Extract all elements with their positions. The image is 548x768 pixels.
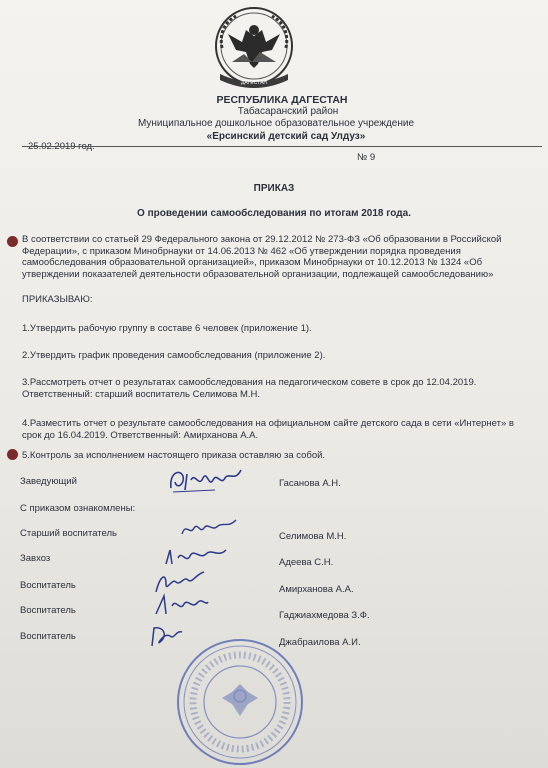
- order-item-4: 4.Разместить отчет о результате самообследования на официальном сайте детского сада в сети «Интернет» в срок до 16.04.2019. Ответственный: Амирханова А.А.: [22, 418, 514, 441]
- republic-title: РЕСПУБЛИКА ДАГЕСТАН: [216, 94, 348, 106]
- order-subtitle: О проведении самообследования по итогам 2018 года.: [137, 208, 411, 219]
- signer-name: Селимова М.Н.: [279, 531, 347, 542]
- signature-mark-icon: [160, 542, 230, 570]
- order-item-2: 2.Утвердить график проведения самообследования (приложение 2).: [22, 350, 326, 361]
- institution-name: «Ерсинский детский сад Улдуз»: [206, 131, 366, 142]
- signer-name: Амирханова А.А.: [279, 584, 354, 595]
- order-command: ПРИКАЗЫВАЮ:: [22, 294, 93, 305]
- official-seal-icon: [174, 636, 306, 768]
- header-divider: [22, 146, 542, 147]
- order-number: № 9: [357, 152, 376, 163]
- institution-type: Муниципальное дошкольное образовательное учреждение: [137, 118, 415, 129]
- binder-hole: [7, 236, 18, 247]
- head-signature-icon: [165, 462, 245, 498]
- signature-mark-icon: [152, 592, 210, 620]
- signer-role: Воспитатель: [20, 631, 76, 642]
- svg-text:ДАГЕСТАН: ДАГЕСТАН: [240, 80, 268, 86]
- head-name: Гасанова А.Н.: [279, 478, 341, 489]
- order-date: 25.02.2019 год.: [28, 141, 95, 152]
- acquainted-label: С приказом ознакомлены:: [20, 503, 136, 514]
- order-item-3: 3.Рассмотреть отчет о результатах самообследования на педагогическом совете в срок до 12.04.2019. Ответственный: старший воспитатель Селимова М.Н.: [22, 377, 477, 400]
- signer-role: Воспитатель: [20, 605, 76, 616]
- signer-name: Адеева С.Н.: [279, 557, 334, 568]
- dagestan-emblem-icon: [202, 6, 306, 94]
- head-role: Заведующий: [20, 476, 77, 487]
- signer-role: Старший воспитатель: [20, 528, 117, 539]
- signer-role: Воспитатель: [20, 580, 76, 591]
- signature-mark-icon: [178, 516, 240, 542]
- order-intro: В соответствии со статьей 29 Федерального закона от 29.12.2012 № 273-ФЗ «Об образовании в Российской Федерации», с приказом Минобрнауки от 14.06.2013 № 462 «Об утверждении порядка проведения самообследования образовательной организацией», приказом Минобрнауки от 10.12.2013 № 1324 «Об утверждении показателей деятельности образовательной организации, подлежащей самообследованию»: [22, 234, 502, 280]
- order-item-5: 5.Контроль за исполнением настоящего приказа оставляю за собой.: [22, 450, 326, 461]
- order-item-1: 1.Утвердить рабочую группу в составе 6 человек (приложение 1).: [22, 323, 312, 334]
- signer-name: Джабраилова А.И.: [279, 637, 361, 648]
- signer-role: Завхоз: [20, 553, 51, 564]
- signer-name: Гаджиахмедова З.Ф.: [279, 610, 370, 621]
- district-title: Табасаранский район: [237, 106, 339, 117]
- binder-hole: [7, 449, 18, 460]
- order-title: ПРИКАЗ: [253, 183, 295, 194]
